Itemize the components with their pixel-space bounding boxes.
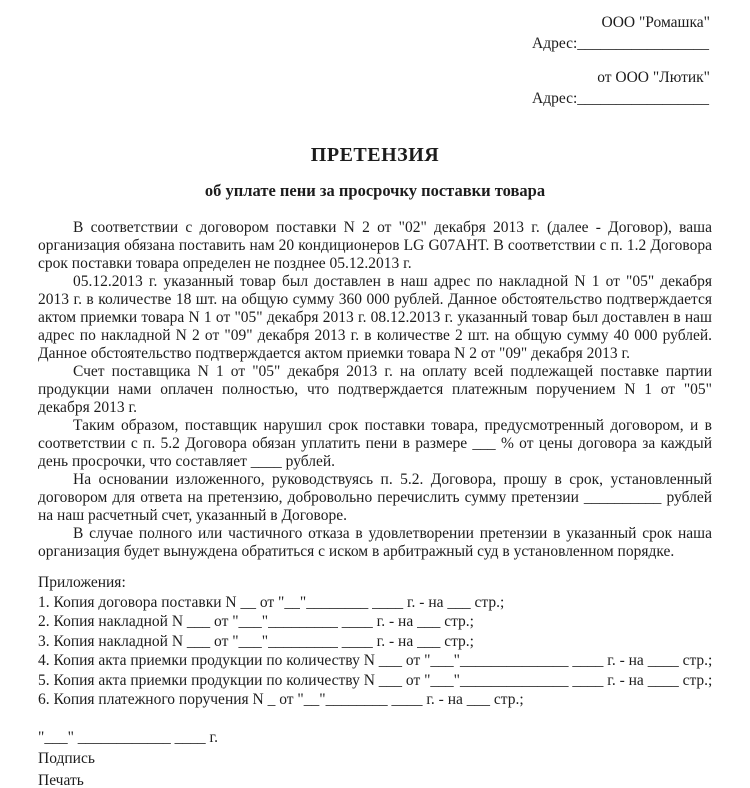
attachment-item-invoice-1: 2. Копия накладной N ___ от "___"_________ ____ г. - на ___ стр.; [38, 613, 474, 630]
body-paragraph-delivery-facts: 05.12.2013 г. указанный товар был доставлен в наш адрес по накладной N 1 от "05" декабря 2013 г. в количестве 18 шт. на общую сумму 360 000 рублей. Данное обстоятельство подтверждается актом приемки товара N 1 от "05" декабря 2013 г. 08.12.2013 г. указанный товар был доставлен в наш адрес по накладной N 2 от "09" декабря 2013 г. в количестве 2 шт. на общую сумму 40 000 рублей. Данное обстоятельство подтверждается актом приемки товара N 2 от "09" декабря 2013 г. [38, 273, 712, 362]
date-line: "___" ____________ ____ г. [38, 728, 219, 746]
document-subtitle: об уплате пени за просрочку поставки товара [204, 181, 546, 200]
document-header [38, 14, 712, 108]
sender-block [532, 69, 712, 108]
attachments-heading: Приложения: [38, 574, 126, 591]
document-title: ПРЕТЕНЗИЯ [310, 144, 440, 166]
body-paragraph-payment: Счет поставщика N 1 от "05" декабря 2013 г. на оплату всей подлежащей поставке партии продукции нами оплачен полностью, что подтверждается платежным поручением N 1 от "05" декабря 2013 г. [38, 363, 712, 416]
attachment-item-invoice-2: 3. Копия накладной N ___ от "___"_________ ____ г. - на ___ стр.; [38, 632, 474, 650]
body-paragraph-demand: На основании изложенного, руководствуясь п. 5.2. Договора, прошу в срок, установленный договором для ответа на претензию, добровольно перечислить сумму претензии __________ рублей на наш расчетный счет, указанный в Договоре. [38, 471, 712, 524]
recipient-block [532, 14, 712, 53]
recipient-company: ООО "Ромашка" [601, 14, 710, 31]
attachment-item-acceptance-act-1: 4. Копия акта приемки продукции по количеству N ___ от "___"______________ ____ г. - на ____ стр.; [38, 652, 713, 669]
document-footer [38, 727, 712, 788]
body-paragraph-warning: В случае полного или частичного отказа в удовлетворении претензии в указанный срок наша организация будет вынуждена обратиться с иском в арбитражный суд в установленном порядке. [38, 525, 712, 560]
attachment-item-contract: 1. Копия договора поставки N __ от "__"________ ____ г. - на ___ стр.; [38, 593, 505, 611]
recipient-address-line: Адрес:_________________ [532, 35, 710, 52]
attachments-section [38, 573, 712, 710]
sender-address-line: Адрес:_________________ [532, 90, 710, 107]
sender-company: от ООО "Лютик" [597, 69, 710, 86]
body-paragraph-intro: В соответствии с договором поставки N 2 от "02" декабря 2013 г. (далее - Договор), ваша организация обязана поставить нам 20 кондиционеров LG G07АНТ. В соответствии с п. 1.2 Договора срок поставки товара определен не позднее 05.12.2013 г. [38, 219, 712, 272]
seal-label: Печать [38, 771, 84, 788]
body-paragraph-penalty: Таким образом, поставщик нарушил срок поставки товара, предусмотренный договором, и в соответствии с п. 5.2 Договора обязан уплатить пени в размере ___ % от цены договора за каждый день просрочки, что составляет ____ рублей. [38, 417, 712, 470]
attachment-item-payment-order: 6. Копия платежного поручения N _ от "__"________ ____ г. - на ___ стр.; [38, 691, 524, 708]
signature-label: Подпись [38, 750, 95, 767]
attachment-item-acceptance-act-2: 5. Копия акта приемки продукции по количеству N ___ от "___"______________ ____ г. - на ____ стр.; [38, 671, 713, 689]
document-body [38, 219, 712, 561]
